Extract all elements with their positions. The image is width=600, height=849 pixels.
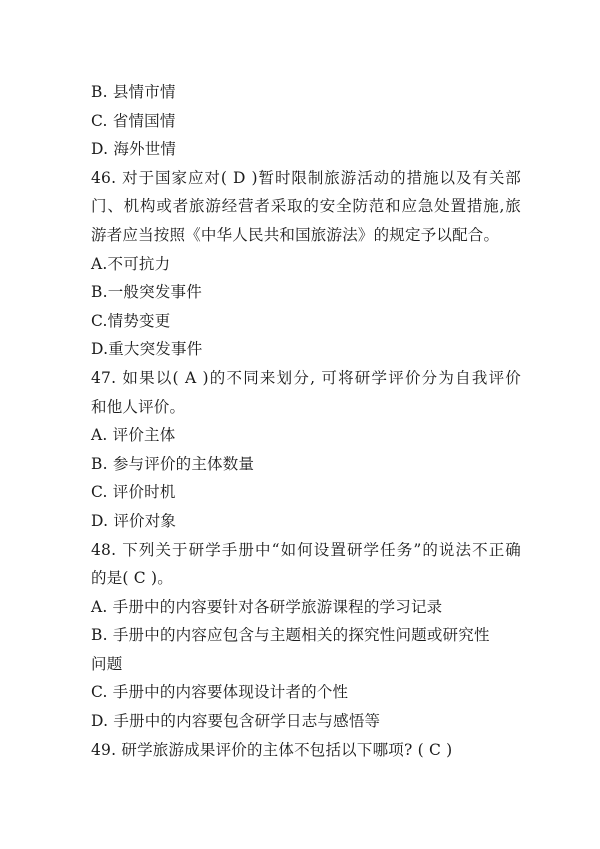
option-line: D. 评价对象: [91, 511, 177, 530]
question-48-line-2: 的是( C )。: [91, 569, 173, 588]
option-line: A. 评价主体: [91, 426, 176, 445]
option-line: A. 手册中的内容要针对各研学旅游课程的学习记录: [91, 597, 443, 616]
question-text-block: [91, 78, 521, 764]
option-line: C. 手册中的内容要体现设计者的个性: [91, 683, 349, 702]
option-line: C. 省情国情: [91, 111, 176, 130]
option-line: A.不可抗力: [91, 254, 171, 273]
question-49-line-1: 49. 研学旅游成果评价的主体不包括以下哪项? ( C ): [91, 740, 453, 759]
option-line: B. 参与评价的主体数量: [91, 454, 255, 473]
option-line: D. 手册中的内容要包含研学日志与感悟等: [91, 712, 381, 731]
option-line: C.情势变更: [91, 311, 171, 330]
question-46-line-1: 46. 对于国家应对( D )暂时限制旅游活动的措施以及有关部: [91, 168, 521, 187]
question-47-line-1: 47. 如果以( A )的不同来划分, 可将研学评价分为自我评价: [91, 368, 521, 387]
option-line-continuation: 问题: [91, 654, 123, 673]
option-line: C. 评价时机: [91, 483, 176, 502]
question-47-line-2: 和他人评价。: [91, 397, 186, 416]
question-48-line-1: 48. 下列关于研学手册中“如何设置研学任务”的说法不正确: [91, 540, 521, 559]
option-line: D. 海外世情: [91, 140, 177, 159]
option-line: D.重大突发事件: [91, 340, 203, 359]
option-line: B. 手册中的内容应包含与主题相关的探究性问题或研究性: [91, 626, 490, 645]
question-46-line-3: 游者应当按照《中华人民共和国旅游法》的规定予以配合。: [91, 225, 500, 244]
option-line: B. 县情市情: [91, 83, 176, 101]
option-line: B.一般突发事件: [91, 283, 202, 302]
question-46-line-2: 门、机构或者旅游经营者采取的安全防范和应急处置措施,旅: [91, 197, 521, 216]
